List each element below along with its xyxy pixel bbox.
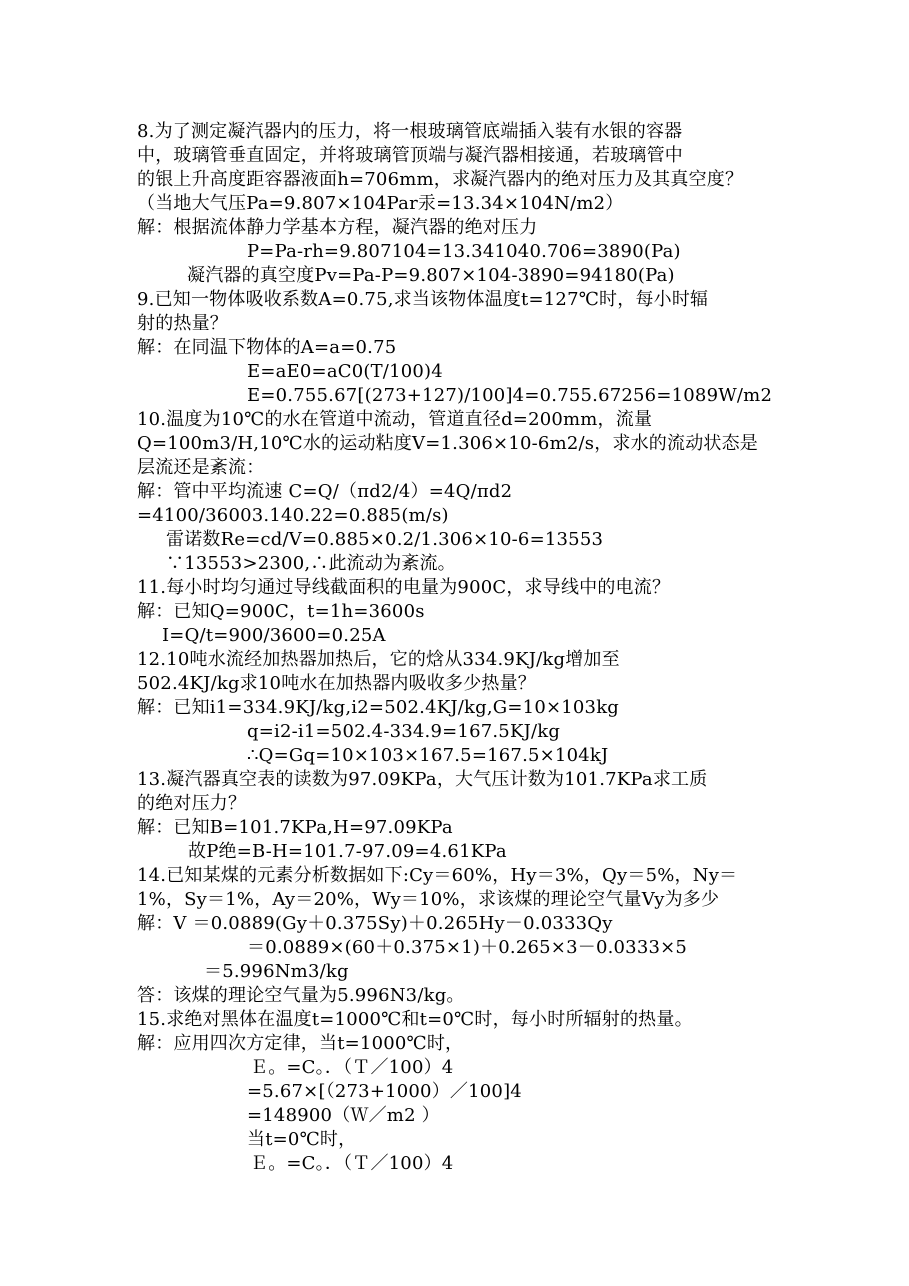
text-line: 当t=0℃时，: [247, 1129, 357, 1150]
text-line: 解：已知B=101.7KPa,H=97.09KPa: [137, 817, 453, 838]
text-line: I=Q/t=900/3600=0.25A: [162, 625, 386, 646]
text-line: 502.4KJ/kg求10吨水在加热器内吸收多少热量？: [137, 673, 536, 694]
text-line: 13.凝汽器真空表的读数为97.09KPa，大气压计数为101.7KPa求工质: [137, 769, 708, 790]
text-line: =148900（Ｗ／m2 ）: [247, 1105, 440, 1126]
text-line: 解：已知Q=900C，t=1h=3600s: [137, 601, 425, 622]
text-line: 解：应用四次方定律，当t=1000℃时，: [137, 1033, 464, 1054]
text-line: 15.求绝对黑体在温度t=1000℃和t=0℃时，每小时所辐射的热量。: [137, 1009, 693, 1030]
text-line: 雷诺数Re=cd/V=0.885×0.2/1.306×10-6=13553: [166, 529, 604, 550]
text-line: =4100/36003.140.22=0.885(m/s): [137, 505, 449, 526]
text-line: q=i2-i1=502.4-334.9=167.5KJ/kg: [247, 721, 561, 742]
text-line: ∵13553>2300,∴此流动为紊流。: [166, 553, 456, 574]
text-line: 1%，Sy＝1%，Ay＝20%，Wy＝10%，求该煤的理论空气量Vy为多少: [137, 889, 720, 910]
text-line: Ｅ。=C。．（Ｔ／100）4: [250, 1153, 454, 1174]
text-line: 解：已知i1=334.9KJ/kg,i2=502.4KJ/kg,G=10×103kg: [137, 697, 620, 718]
text-line: 14.已知某煤的元素分析数据如下:Cy＝60%，Hy＝3%，Qy＝5%，Ny＝: [137, 865, 738, 886]
text-line: 解：管中平均流速 C=Q/（πd2/4）=4Q/πd2: [137, 481, 513, 502]
text-line: 11.每小时均匀通过导线截面积的电量为900C，求导线中的电流？: [137, 577, 671, 598]
text-line: 8.为了测定凝汽器内的压力，将一根玻璃管底端插入装有水银的容器: [137, 121, 683, 142]
text-line: 的银上升高度距容器液面h=706mm，求凝汽器内的绝对压力及其真空度？: [137, 169, 744, 190]
text-line: 10.温度为10℃的水在管道中流动，管道直径d=200mm，流量: [137, 409, 653, 430]
text-line: 12.10吨水流经加热器加热后，它的焓从334.9KJ/kg增加至: [137, 649, 620, 670]
text-line: ＝0.0889×(60＋0.375×1)＋0.265×3－0.0333×5: [247, 937, 688, 958]
text-line: 解：V ＝0.0889(Gy＋0.375Sy)＋0.265Hy－0.0333Qy: [137, 913, 613, 934]
text-line: （当地大气压Pa=9.807×104Par汞=13.34×104N/m2）: [137, 193, 624, 214]
text-line: 解：在同温下物体的A=a=0.75: [137, 337, 397, 358]
text-line: 层流还是紊流：: [137, 457, 265, 478]
text-line: =5.67×[（273+1000）／100]4: [247, 1081, 522, 1102]
text-line: 射的热量？: [137, 313, 228, 334]
text-line: 故P绝=B-H=101.7-97.09=4.61KPa: [188, 841, 507, 862]
text-line: 的绝对压力？: [137, 793, 247, 814]
text-line: ＝5.996Nm3/kg: [204, 961, 349, 982]
text-line: 9.已知一物体吸收系数A=0.75,求当该物体温度t=127℃时，每小时辐: [137, 289, 709, 310]
text-line: E=0.755.67[(273+127)/100]4=0.755.67256=1089W/m2: [247, 385, 773, 406]
text-line: 凝汽器的真空度Pv=Pa-P=9.807×104-3890=94180(Pa): [187, 265, 675, 286]
text-line: ∴Q=Gq=10×103×167.5=167.5×104kJ: [247, 745, 609, 766]
text-line: E=aE0=aC0(T/100)4: [247, 361, 443, 382]
text-line: 答：该煤的理论空气量为5.996N3/kg。: [137, 985, 465, 1006]
text-line: 解：根据流体静力学基本方程，凝汽器的绝对压力: [137, 217, 538, 238]
text-line: 中，玻璃管垂直固定，并将玻璃管顶端与凝汽器相接通，若玻璃管中: [137, 145, 683, 166]
text-line: Q=100m3/H,10℃水的运动粘度V=1.306×10-6m2/s，求水的流动状态是: [137, 433, 758, 454]
text-line: Ｅ。=C。．（Ｔ／100）4: [250, 1057, 454, 1078]
text-line: P=Pa-rh=9.807104=13.341040.706=3890(Pa): [247, 241, 681, 262]
